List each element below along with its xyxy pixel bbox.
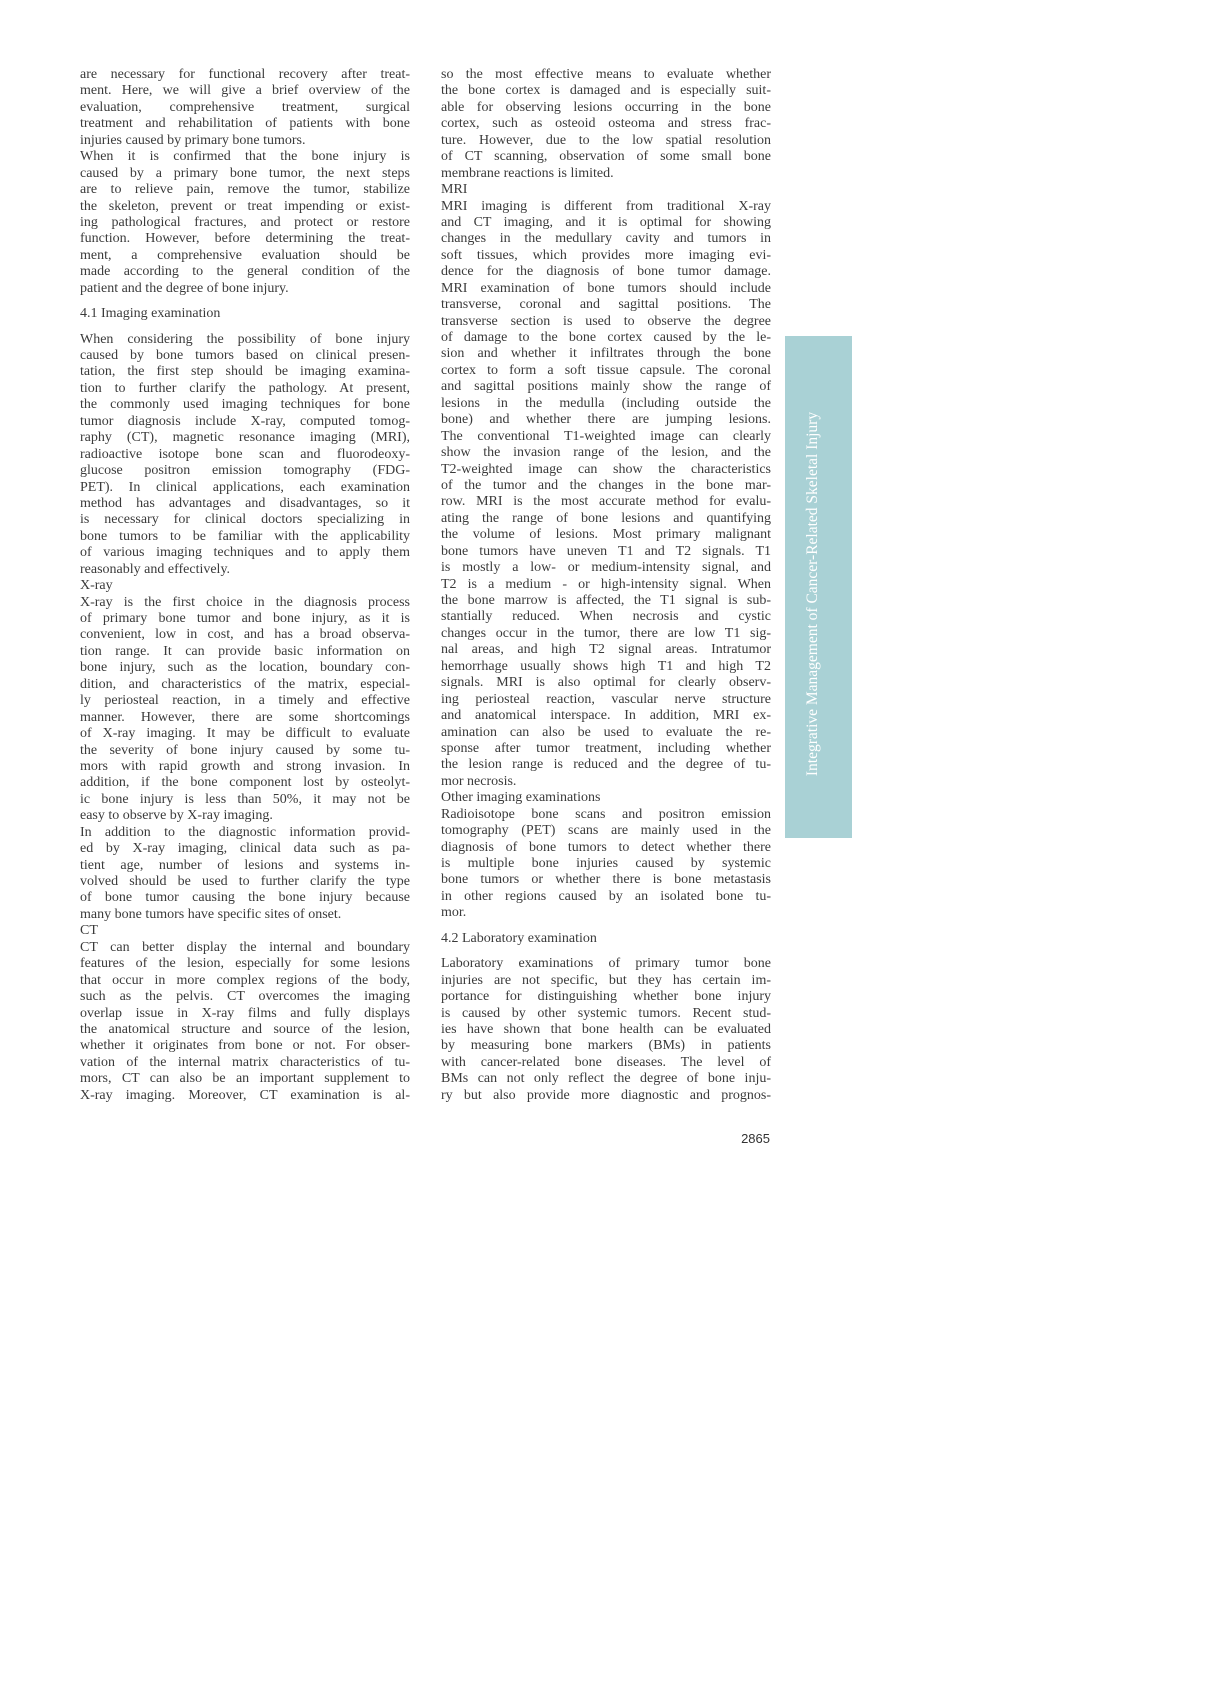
text-line: X-ray is the first choice in the diagnosis process	[80, 594, 410, 610]
text-line: mor necrosis.	[441, 773, 517, 789]
text-line: the commonly used imaging techniques for bone	[80, 397, 410, 413]
text-line: with cancer-related bone diseases. The level of	[441, 1054, 771, 1070]
text-line: sion and whether it infiltrates through the bone	[441, 346, 771, 362]
text-line: the lesion range is reduced and the degree of tu-	[441, 757, 771, 773]
text-line: addition, if the bone component lost by osteolyt-	[80, 775, 410, 791]
text-line: easy to observe by X-ray imaging.	[80, 808, 273, 824]
text-line: ture. However, due to the low spatial resolution	[441, 132, 771, 148]
text-line: hemorrhage usually shows high T1 and high T2	[441, 658, 771, 674]
text-line: signals. MRI is also optimal for clearly observ-	[441, 675, 771, 691]
text-line: are necessary for functional recovery after treat-	[80, 67, 410, 82]
paragraph	[80, 940, 410, 1104]
text-line: of damage to the bone cortex caused by the le-	[441, 330, 771, 345]
text-line: amination can also be used to evaluate the re-	[441, 724, 771, 740]
paragraph	[80, 332, 410, 579]
text-line: mors, CT can also be an important supplement to	[80, 1071, 410, 1087]
text-line: convenient, low in cost, and has a broad observa-	[80, 627, 410, 643]
text-line: In addition to the diagnostic information provid-	[80, 824, 410, 840]
section-heading: 4.1 Imaging examination	[80, 306, 221, 322]
text-line: tation, the first step should be imaging examina-	[80, 364, 410, 380]
text-line: manner. However, there are some shortcomings	[80, 709, 410, 725]
text-line: volved should be used to further clarify the type	[80, 874, 410, 890]
text-line: ment. Here, we will give a brief overview of the	[80, 83, 410, 99]
text-line: caused by a primary bone tumor, the next steps	[80, 165, 410, 181]
text-line: CT can better display the internal and boundary	[80, 939, 410, 955]
text-line: show the invasion range of the lesion, and the	[441, 445, 771, 461]
text-line: the bone cortex is damaged and is especially suit-	[441, 83, 771, 99]
paragraph	[80, 67, 410, 149]
left-column	[80, 67, 410, 1104]
text-line: T2 is a medium - or high-intensity signal. When	[441, 576, 771, 592]
text-line: of X-ray imaging. It may be difficult to evaluate	[80, 726, 410, 742]
text-line: bone) and whether there are jumping lesions.	[441, 412, 771, 428]
text-line: bone tumors or whether there is bone metastasis	[441, 872, 771, 888]
right-column	[441, 67, 771, 1104]
text-line: ing periosteal reaction, vascular nerve structure	[441, 691, 771, 707]
paragraph	[80, 825, 410, 924]
paragraph	[441, 807, 771, 922]
text-line: by measuring bone markers (BMs) in patients	[441, 1038, 771, 1054]
text-line: The conventional T1-weighted image can clearly	[441, 428, 771, 444]
text-line: When it is confirmed that the bone injury is	[80, 149, 410, 165]
text-line: injuries caused by primary bone tumors.	[80, 132, 306, 148]
text-line: X-ray imaging. Moreover, CT examination is al-	[80, 1087, 410, 1103]
text-line: whether it originates from bone or not. For obser-	[80, 1038, 410, 1054]
text-line: overlap issue in X-ray films and fully displays	[80, 1005, 410, 1021]
text-line: and sagittal positions mainly show the range of	[441, 379, 771, 395]
text-line: transverse, coronal and sagittal positions. The	[441, 297, 771, 313]
text-line: is necessary for clinical doctors specializing in	[80, 512, 410, 528]
text-line: transverse section is used to observe the degree	[441, 313, 771, 329]
text-line: is caused by other systemic tumors. Recent stud-	[441, 1005, 771, 1021]
text-line: such as the pelvis. CT overcomes the imaging	[80, 989, 410, 1005]
text-line: cortex, such as osteoid osteoma and stress frac-	[441, 116, 771, 132]
paragraph	[441, 956, 771, 1104]
text-line: radioactive isotope bone scan and fluorodeoxy-	[80, 446, 410, 462]
text-line: function. However, before determining the treat-	[80, 231, 410, 247]
text-line: of bone tumor causing the bone injury because	[80, 890, 410, 906]
text-line: evaluation, comprehensive treatment, surgical	[80, 99, 410, 115]
text-line: mors with rapid growth and strong invasion. In	[80, 758, 410, 774]
text-line: that occur in more complex regions of the body,	[80, 972, 410, 988]
text-line: bone tumors to be familiar with the applicability	[80, 528, 410, 544]
text-line: injuries are not specific, but they has certain im-	[441, 972, 771, 988]
paragraph	[80, 595, 410, 825]
text-line: are to relieve pain, remove the tumor, stabilize	[80, 182, 410, 198]
text-line: is mostly a low- or medium-intensity signal, and	[441, 560, 771, 576]
text-line: PET). In clinical applications, each examination	[80, 479, 410, 495]
text-line: method has advantages and disadvantages, so it	[80, 495, 410, 511]
text-line: tomography (PET) scans are mainly used in the	[441, 823, 771, 839]
text-line: tion to further clarify the pathology. At present,	[80, 380, 410, 396]
text-line: bone tumors have uneven T1 and T2 signals. T1	[441, 543, 771, 559]
text-line: made according to the general condition of the	[80, 264, 410, 280]
text-line: is multiple bone injuries caused by systemic	[441, 856, 771, 871]
text-line: in other regions caused by an isolated bone tu-	[441, 888, 771, 904]
text-line: the bone marrow is affected, the T1 signal is sub-	[441, 593, 771, 608]
text-line: ment, a comprehensive evaluation should be	[80, 247, 410, 263]
text-line: cortex to form a soft tissue capsule. The coronal	[441, 362, 771, 378]
text-line: able for observing lesions occurring in the bone	[441, 99, 771, 115]
text-line: patient and the degree of bone injury.	[80, 280, 289, 296]
page-number: 2865	[741, 1131, 770, 1146]
text-line: tient age, number of lesions and systems in-	[80, 857, 410, 873]
text-line: so the most effective means to evaluate whether	[441, 67, 771, 82]
text-line: ing pathological fractures, and protect or restore	[80, 214, 410, 230]
text-line: nal areas, and high T2 signal areas. Intratumor	[441, 642, 771, 658]
text-line: stantially reduced. When necrosis and cystic	[441, 609, 771, 625]
section-heading: 4.2 Laboratory examination	[441, 930, 597, 946]
text-line: lesions in the medulla (including outside the	[441, 395, 771, 411]
text-line: ating the range of bone lesions and quantifying	[441, 510, 771, 526]
text-line: tumor diagnosis include X-ray, computed tomog-	[80, 413, 410, 429]
text-line: diagnosis of bone tumors to detect whether there	[441, 839, 771, 855]
text-line: ed by X-ray imaging, clinical data such as pa-	[80, 841, 410, 857]
text-line: dition, and characteristics of the matrix, especial-	[80, 676, 410, 692]
text-line: BMs can not only reflect the degree of bone inju-	[441, 1071, 771, 1087]
chapter-side-band	[785, 336, 852, 838]
text-line: ly periosteal reaction, in a timely and effective	[80, 693, 410, 709]
text-line: raphy (CT), magnetic resonance imaging (MRI),	[80, 430, 410, 446]
text-line: the volume of lesions. Most primary malignant	[441, 527, 771, 543]
text-line: membrane reactions is limited.	[441, 165, 614, 181]
subsection-heading: CT	[80, 923, 98, 939]
text-line: dence for the diagnosis of bone tumor damage.	[441, 264, 771, 280]
text-line: of CT scanning, observation of some small bone	[441, 149, 771, 165]
text-line: and anatomical interspace. In addition, MRI ex-	[441, 708, 771, 724]
text-line: sponse after tumor treatment, including whether	[441, 740, 771, 756]
subsection-heading: Other imaging examinations	[441, 790, 601, 806]
text-line: changes occur in the tumor, there are low T1 sig-	[441, 625, 771, 641]
text-line: MRI imaging is different from traditional X-ray	[441, 198, 771, 214]
text-line: ies have shown that bone health can be evaluated	[441, 1021, 771, 1037]
text-line: caused by bone tumors based on clinical presen-	[80, 348, 410, 364]
text-line: and CT imaging, and it is optimal for showing	[441, 214, 771, 230]
text-line: the skeleton, prevent or treat impending or exist-	[80, 198, 410, 214]
text-line: reasonably and effectively.	[80, 561, 231, 577]
paragraph	[441, 67, 771, 182]
paragraph	[441, 199, 771, 791]
text-line: mor.	[441, 905, 467, 921]
text-line: soft tissues, which provides more imaging evi-	[441, 247, 771, 263]
text-line: ry but also provide more diagnostic and prognos-	[441, 1087, 771, 1103]
chapter-title: Integrative Management of Cancer-Related Skeletal Injury	[804, 411, 821, 777]
text-line: treatment and rehabilitation of patients with bone	[80, 116, 410, 132]
subsection-heading: MRI	[441, 182, 468, 198]
text-line: changes in the medullary cavity and tumors in	[441, 231, 771, 247]
text-line: bone injury, such as the location, boundary con-	[80, 660, 410, 676]
text-line: features of the lesion, especially for some lesions	[80, 956, 410, 972]
paragraph	[80, 149, 410, 297]
text-line: row. MRI is the most accurate method for evalu-	[441, 494, 771, 510]
text-line: glucose positron emission tomography (FDG-	[80, 463, 410, 479]
text-line: When considering the possibility of bone injury	[80, 331, 410, 347]
subsection-heading: X-ray	[80, 578, 113, 594]
text-line: of the tumor and the changes in the bone mar-	[441, 477, 771, 493]
text-line: MRI examination of bone tumors should include	[441, 280, 771, 296]
text-line: T2-weighted image can show the characteristics	[441, 461, 771, 477]
text-line: the anatomical structure and source of the lesion,	[80, 1021, 410, 1037]
text-line: many bone tumors have specific sites of onset.	[80, 906, 342, 922]
text-line: Laboratory examinations of primary tumor bone	[441, 956, 771, 972]
text-line: tion range. It can provide basic information on	[80, 643, 410, 659]
text-line: of primary bone tumor and bone injury, as it is	[80, 611, 410, 627]
text-line: the severity of bone injury caused by some tu-	[80, 742, 410, 758]
text-line: Radioisotope bone scans and positron emission	[441, 806, 771, 822]
text-line: of various imaging techniques and to apply them	[80, 545, 410, 561]
text-line: ic bone injury is less than 50%, it may not be	[80, 791, 410, 807]
text-line: portance for distinguishing whether bone injury	[441, 989, 771, 1005]
text-line: vation of the internal matrix characteristics of tu-	[80, 1054, 410, 1070]
